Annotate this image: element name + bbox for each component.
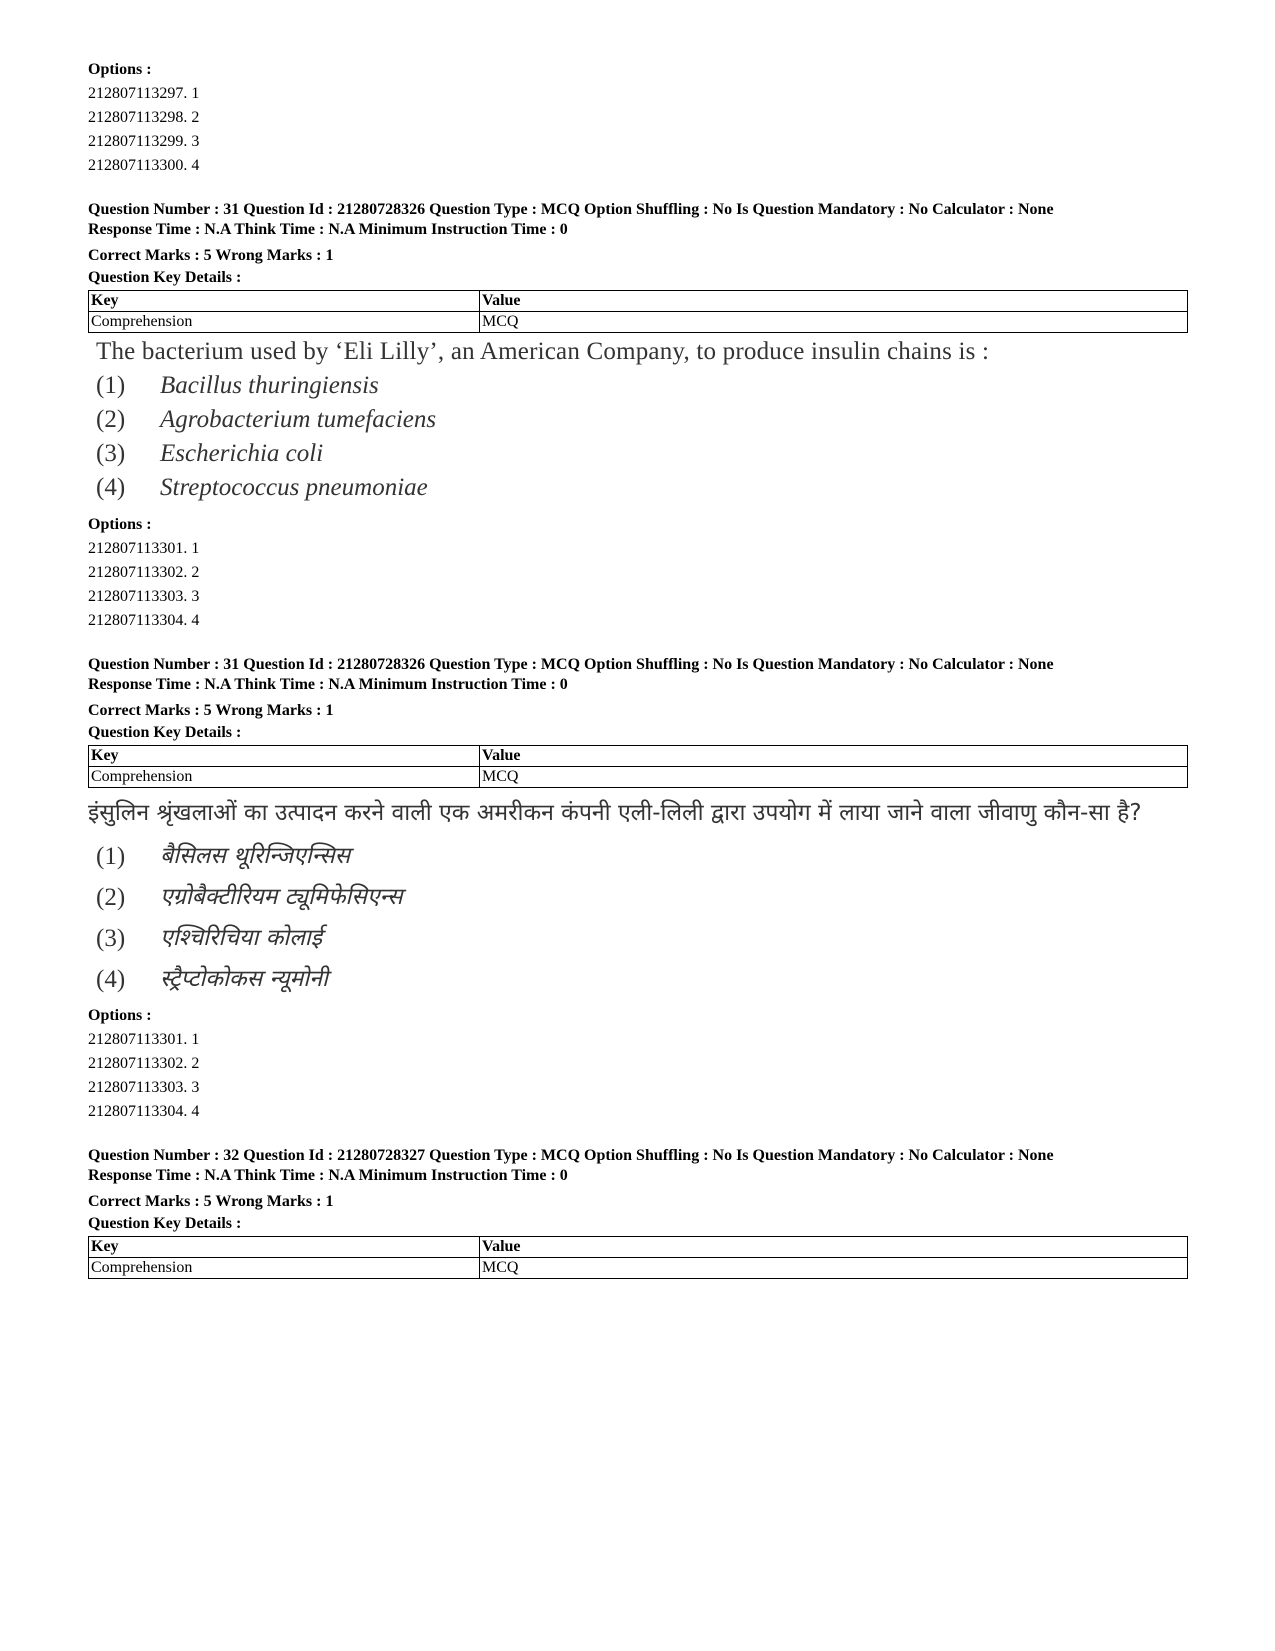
option-line: 212807113302. 2 [88,1055,200,1072]
choice-number: (3) [96,440,126,467]
choice-text: Streptococcus pneumoniae [160,474,428,501]
choice-number: (2) [96,884,126,911]
table-header-value: Value [480,1237,1188,1258]
table-header-row [89,746,1188,767]
table-cell-key: Comprehension [89,1258,480,1279]
option-line: 212807113304. 4 [88,612,200,629]
answer-choice [88,403,1188,437]
key-details-label: Question Key Details : [88,1215,242,1232]
choice-number: (1) [96,372,126,399]
choice-text: Agrobacterium tumefaciens [160,406,437,433]
option-line: 212807113302. 2 [88,564,200,581]
key-value-table [88,745,1188,788]
key-details-label: Question Key Details : [88,724,242,741]
key-details-label: Question Key Details : [88,269,242,286]
question-meta: Question Number : 31 Question Id : 21280728326 Question Type : MCQ Option Shuffling : No Is Question Mandatory : No Calculator : None [88,201,1054,218]
question-meta: Question Number : 31 Question Id : 21280728326 Question Type : MCQ Option Shuffling : No Is Question Mandatory : No Calculator : None [88,656,1054,673]
table-header-value: Value [480,291,1188,312]
options-label: Options : [88,61,152,78]
table-header-key: Key [89,746,480,767]
answer-choice [88,369,1188,403]
option-line: 212807113304. 4 [88,1103,200,1120]
options-section [88,1004,1188,1124]
option-line: 212807113299. 3 [88,133,200,150]
table-header-row [89,291,1188,312]
choice-text: Bacillus thuringiensis [160,372,379,399]
document-page [88,58,1188,1279]
marks-meta: Correct Marks : 5 Wrong Marks : 1 [88,247,334,264]
table-header-key: Key [89,1237,480,1258]
answer-choice [88,877,1188,918]
question-content-english [88,335,1188,505]
choice-number: (1) [96,843,126,870]
question-text: The bacterium used by ‘Eli Lilly’, an American Company, to produce insulin chains is : [96,338,990,365]
marks-meta: Correct Marks : 5 Wrong Marks : 1 [88,702,334,719]
choice-text: स्ट्रैप्टोकोकस न्यूमोनी [160,966,328,992]
option-line: 212807113300. 4 [88,157,200,174]
option-line: 212807113298. 2 [88,109,200,126]
question-block [88,200,1188,633]
answer-choice [88,959,1188,1000]
question-block [88,655,1188,1124]
table-row [89,312,1188,333]
answer-choice [88,471,1188,505]
question-meta: Question Number : 32 Question Id : 21280728327 Question Type : MCQ Option Shuffling : No Is Question Mandatory : No Calculator : None [88,1147,1054,1164]
table-cell-value: MCQ [480,1258,1188,1279]
table-header-row [89,1237,1188,1258]
table-cell-value: MCQ [480,312,1188,333]
option-line: 212807113301. 1 [88,1031,200,1048]
response-time-meta: Response Time : N.A Think Time : N.A Minimum Instruction Time : 0 [88,676,568,693]
table-cell-value: MCQ [480,767,1188,788]
table-cell-key: Comprehension [89,312,480,333]
response-time-meta: Response Time : N.A Think Time : N.A Minimum Instruction Time : 0 [88,221,568,238]
answer-choice [88,918,1188,959]
response-time-meta: Response Time : N.A Think Time : N.A Minimum Instruction Time : 0 [88,1167,568,1184]
choice-text: एश्चिरिचिया कोलाई [160,925,323,951]
option-line: 212807113301. 1 [88,540,200,557]
answer-choice [88,836,1188,877]
options-section [88,58,1188,178]
options-label: Options : [88,1007,152,1024]
table-header-key: Key [89,291,480,312]
choice-number: (4) [96,966,126,993]
options-section [88,513,1188,633]
choice-text: बैसिलस थूरिन्जिएन्सिस [160,843,351,869]
choice-text: Escherichia coli [160,440,324,467]
option-line: 212807113303. 3 [88,588,200,605]
marks-meta: Correct Marks : 5 Wrong Marks : 1 [88,1193,334,1210]
option-line: 212807113303. 3 [88,1079,200,1096]
answer-choice [88,437,1188,471]
choice-number: (3) [96,925,126,952]
choice-text: एग्रोबैक्टीरियम ट्यूमिफेसिएन्स [160,884,403,910]
options-label: Options : [88,516,152,533]
choice-number: (2) [96,406,126,433]
question-content-hindi [88,794,1188,1000]
table-cell-key: Comprehension [89,767,480,788]
key-value-table [88,290,1188,333]
option-line: 212807113297. 1 [88,85,200,102]
table-header-value: Value [480,746,1188,767]
table-row [89,767,1188,788]
key-value-table [88,1236,1188,1279]
choice-number: (4) [96,474,126,501]
table-row [89,1258,1188,1279]
question-block [88,1146,1188,1279]
question-text: इंसुलिन श्रृंखलाओं का उत्पादन करने वाली एक अमरीकन कंपनी एली-लिली द्वारा उपयोग में लाया जाने वाला जीवाणु कौन-सा है? [88,800,1142,826]
